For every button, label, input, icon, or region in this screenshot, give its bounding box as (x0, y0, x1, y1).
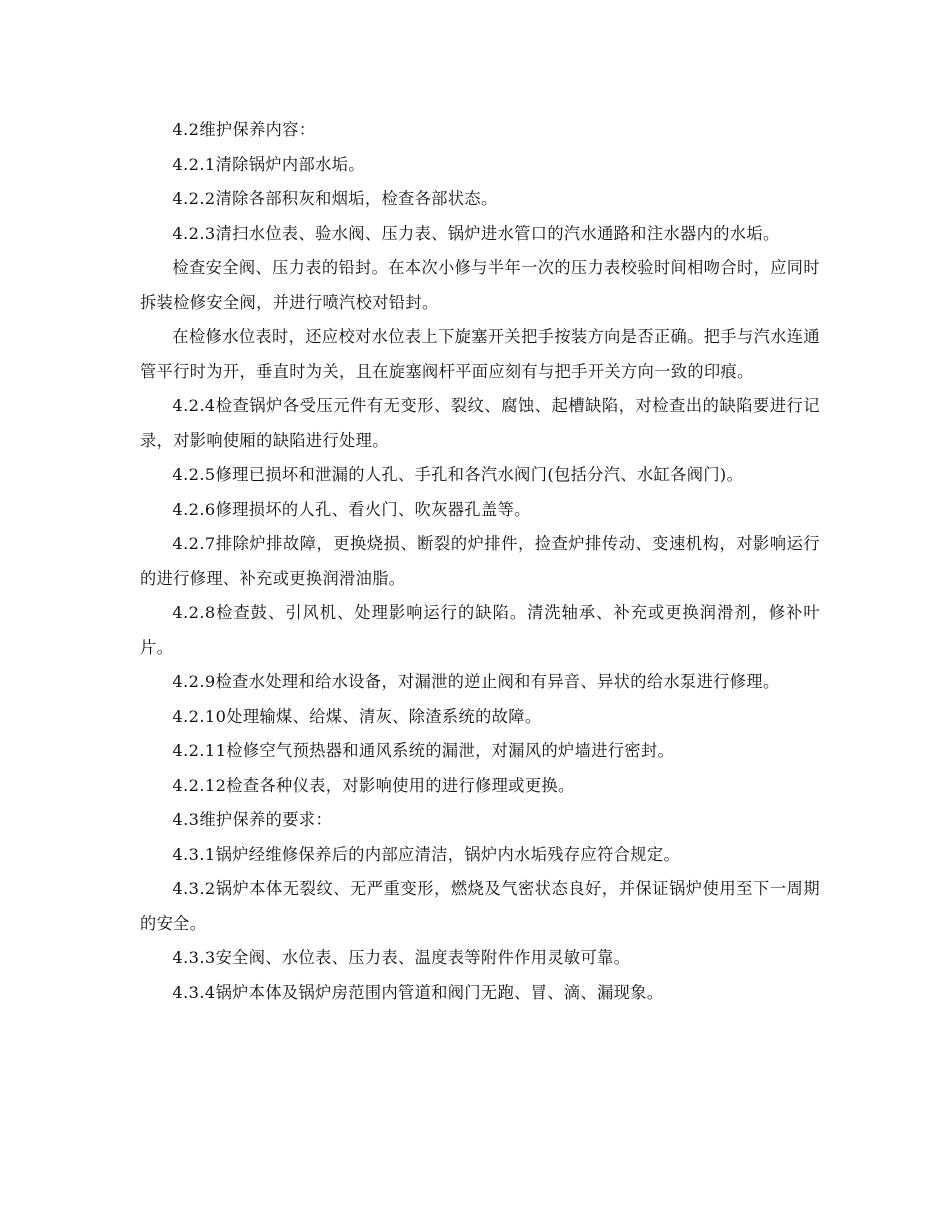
paragraph-water-gauge-check: 在检修水位表时，还应校对水位表上下旋塞开关把手按装方向是否正确。把手与汽水连通管平行时为开，垂直时为关，且在旋塞阀杆平面应刻有与把手开关方向一致的印痕。 (140, 327, 820, 381)
paragraph-4-3-3: 4.3.3安全阀、水位表、压力表、温度表等附件作用灵敏可靠。 (172, 948, 631, 967)
paragraph-4-3-4: 4.3.4锅炉本体及锅炉房范围内管道和阀门无跑、冒、滴、漏现象。 (172, 982, 664, 1002)
paragraph-safety-valve-seal: 检查安全阀、压力表的铅封。在本次小修与半年一次的压力表校验时间相吻合时，应同时拆装检修安全阀，并进行喷汽校对铅封。 (140, 258, 820, 312)
paragraph-4-2-10: 4.2.10处理输煤、给煤、清灰、除渣系统的故障。 (172, 706, 542, 726)
paragraph-4-2-4: 4.2.4检查锅炉各受压元件有无变形、裂纹、腐蚀、起槽缺陷，对检查出的缺陷要进行记录，对影响使厢的缺陷进行处理。 (140, 396, 820, 450)
paragraph-4-2-2: 4.2.2清除各部积灰和烟垢，检查各部状态。 (172, 189, 498, 208)
paragraph-4-2-11: 4.2.11检修空气预热器和通风系统的漏泄，对漏风的炉墙进行密封。 (172, 741, 675, 760)
document-body (140, 113, 820, 1010)
paragraph-4-2-9: 4.2.9检查水处理和给水设备，对漏泄的逆止阀和有异音、异状的给水泵进行修理。 (172, 672, 780, 691)
paragraph-4-2-1: 4.2.1清除锅炉内部水垢。 (172, 154, 365, 174)
paragraph-4-2-6: 4.2.6修理损坏的人孔、看火门、吹灰器孔盖等。 (172, 499, 531, 519)
paragraph-4-3-2: 4.3.2锅炉本体无裂纹、无严重变形，燃烧及气密状态良好，并保证锅炉使用至下一周期的安全。 (140, 879, 820, 933)
paragraph-4-2-heading: 4.2维护保养内容： (172, 120, 316, 139)
paragraph-4-2-3: 4.2.3清扫水位表、验水阀、压力表、锅炉进水管口的汽水通路和注水器内的水垢。 (172, 223, 780, 243)
paragraph-4-2-7: 4.2.7排除炉排故障，更换烧损、断裂的炉排件，捡查炉排传动、变速机构，对影响运行的进行修理、补充或更换润滑油脂。 (140, 534, 820, 588)
paragraph-4-3-1: 4.3.1锅炉经维修保养后的内部应清洁，锅炉内水垢残存应符合规定。 (172, 844, 681, 864)
paragraph-4-3-heading: 4.3维护保养的要求： (172, 810, 333, 829)
paragraph-4-2-8: 4.2.8检查鼓、引风机、处理影响运行的缺陷。清洗轴承、补充或更换润滑剂，修补叶片。 (140, 603, 820, 657)
paragraph-4-2-5: 4.2.5修理已损坏和泄漏的人孔、手孔和各汽水阀门(包括分汽、水缸各阀门)。 (172, 465, 744, 484)
paragraph-4-2-12: 4.2.12检查各种仪表，对影响使用的进行修理或更换。 (172, 775, 575, 795)
